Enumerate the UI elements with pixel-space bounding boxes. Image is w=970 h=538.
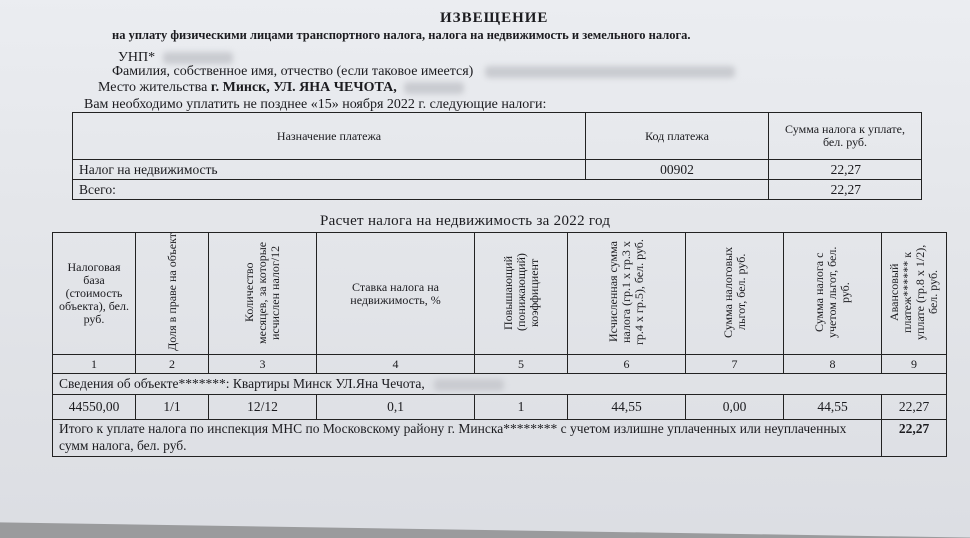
object-cell: [53, 374, 947, 395]
index-row: [53, 355, 947, 374]
values-row: [53, 395, 947, 420]
value-tax-base: 44550,00: [53, 395, 136, 420]
address-line: [98, 80, 464, 96]
row-purpose: Налог на недвижимость: [73, 160, 586, 180]
total-amount: 22,27: [769, 180, 922, 200]
notice-title: ИЗВЕЩЕНИЕ: [440, 10, 549, 26]
redacted-name: [485, 66, 735, 78]
deadline-text: Вам необходимо уплатить не позднее «15» ноября 2022 г. следующие налоги:: [84, 97, 547, 112]
address-value: г. Минск, УЛ. ЯНА ЧЕЧОТА,: [210, 80, 397, 95]
value-months: 12/12: [209, 395, 317, 420]
payment-table: [72, 112, 922, 200]
calc-total-text: Итого к уплате налога по инспекция МНС по Московскому району г. Минска******** с учетом излишне уплаченных или неуплаченных сумм налога, бел. руб.: [53, 420, 882, 457]
calc-header-2: Доля в праве на объект: [164, 233, 179, 351]
value-advance: 22,27: [882, 395, 947, 420]
index-6: 6: [568, 355, 686, 374]
header-purpose: Назначение платежа: [73, 113, 586, 160]
notice-subtitle: на уплату физическими лицами транспортного налога, налога на недвижимость и земельного налога.: [112, 28, 691, 42]
index-7: 7: [686, 355, 784, 374]
row-code: 00902: [586, 160, 769, 180]
value-rate: 0,1: [317, 395, 475, 420]
redacted-object-address: [434, 379, 504, 391]
calc-header-4: Ставка налога на недвижимость, %: [317, 233, 475, 355]
calc-header-7: Сумма налоговых льгот, бел. руб.: [720, 246, 748, 338]
index-3: 3: [209, 355, 317, 374]
table-row: [73, 160, 922, 180]
calc-total-row: [53, 420, 947, 457]
value-with-benefits: 44,55: [784, 395, 882, 420]
object-row: [53, 374, 947, 395]
index-9: 9: [882, 355, 947, 374]
header-code: Код платежа: [586, 113, 769, 160]
calc-header-8: Сумма налога с учетом льгот, бел. руб.: [812, 246, 852, 338]
index-5: 5: [475, 355, 568, 374]
unp-label: УНП*: [118, 50, 156, 65]
index-4: 4: [317, 355, 475, 374]
object-info: Сведения об объекте*******: Квартиры Минск УЛ.Яна Чечота,: [59, 376, 425, 391]
index-2: 2: [136, 355, 209, 374]
address-label: Место жительства: [98, 80, 208, 95]
row-amount: 22,27: [769, 160, 922, 180]
calc-header-5: Повышающий (понижающий) коэффициент: [500, 253, 541, 331]
redacted-unp: [163, 52, 233, 64]
index-8: 8: [784, 355, 882, 374]
calc-header-1: Налоговая база (стоимость объекта), бел. руб.: [53, 233, 136, 355]
fio-line: [112, 64, 735, 80]
calc-header-9: Авансовый платеж****** к уплате (гр.8 х 1/2), бел. руб.: [887, 244, 940, 340]
calc-header-3: Количество месяцев, за которые исчислен налог/12: [242, 240, 282, 344]
value-coefficient: 1: [475, 395, 568, 420]
index-1: 1: [53, 355, 136, 374]
redacted-house: [404, 82, 464, 94]
value-share: 1/1: [136, 395, 209, 420]
calc-header-6: Исчисленная сумма налога (гр.1 х гр.3 х гр.4 х гр.5), бел. руб.: [606, 239, 646, 345]
calc-table: [52, 232, 947, 457]
total-row: [73, 180, 922, 200]
value-benefits: 0,00: [686, 395, 784, 420]
total-label: Всего:: [73, 180, 769, 200]
header-amount: Сумма налога к уплате, бел. руб.: [769, 113, 922, 160]
calc-title: Расчет налога на недвижимость за 2022 год: [320, 213, 611, 229]
fio-label: Фамилия, собственное имя, отчество (если таковое имеется): [112, 64, 474, 79]
calc-total-value: 22,27: [882, 420, 947, 457]
value-calculated: 44,55: [568, 395, 686, 420]
